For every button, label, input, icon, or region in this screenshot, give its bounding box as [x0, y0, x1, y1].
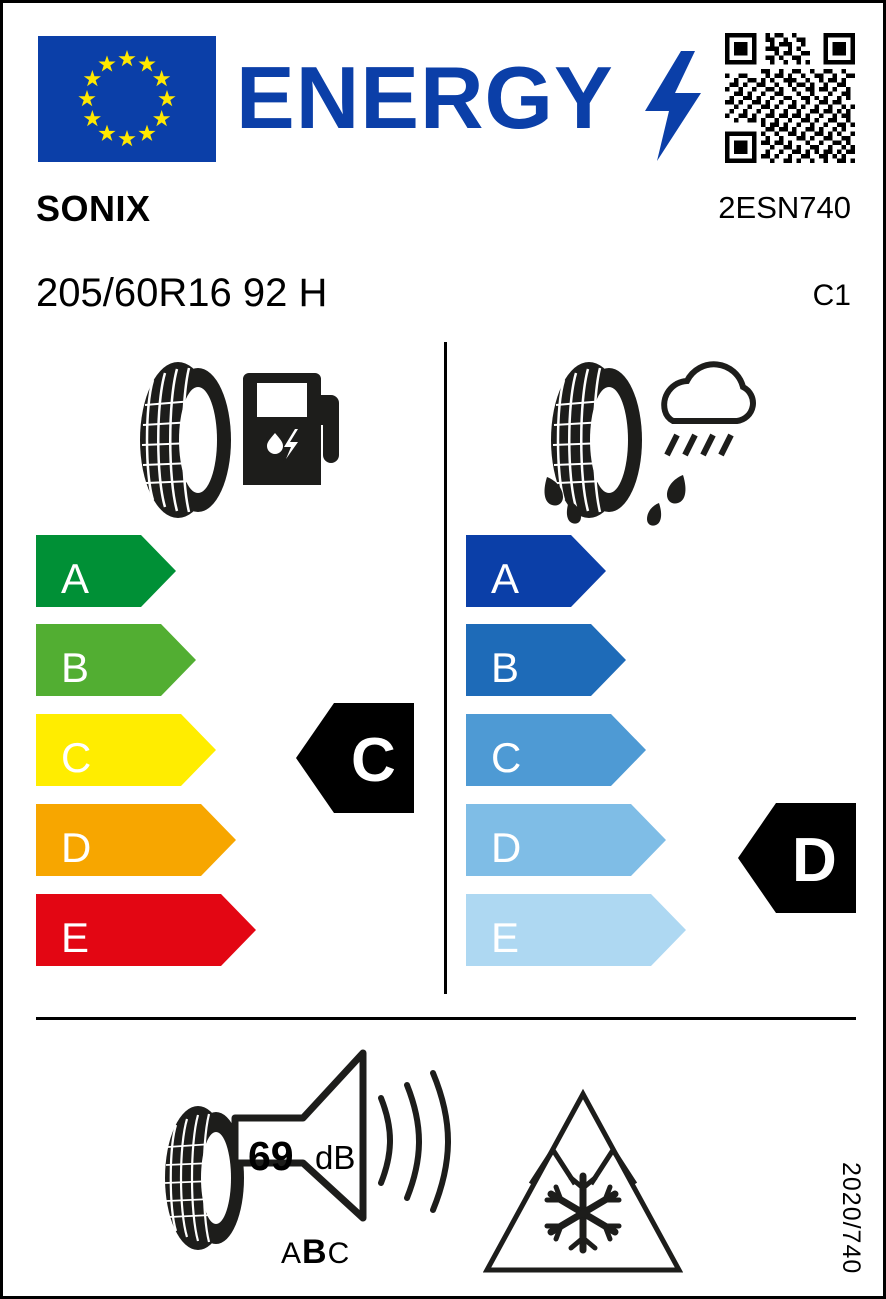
fuel-grade-c-letter: C [61, 734, 92, 781]
lightning-bolt-icon [643, 51, 703, 161]
grip-grade-a-letter: A [491, 555, 520, 602]
fuel-efficiency-selected-letter: C [351, 726, 396, 795]
noise-unit: dB [315, 1139, 356, 1176]
tyre-size: 205/60R16 92 H [36, 271, 328, 315]
size-row [3, 271, 886, 326]
noise-class-row [281, 1233, 350, 1272]
grip-grade-a [466, 535, 606, 607]
grip-grade-e-letter: E [491, 914, 520, 961]
grip-grade-c-letter: C [491, 734, 522, 781]
wet-grip-selected-letter: D [792, 826, 837, 895]
sound-waves-icon [381, 1073, 448, 1210]
grip-grade-d-letter: D [491, 824, 522, 871]
brand-row [3, 188, 886, 250]
fuel-grade-d-letter: D [61, 824, 92, 871]
grip-grade-b [466, 624, 626, 696]
rain-cloud-icon [664, 364, 753, 455]
fuel-grade-a-letter: A [61, 555, 90, 602]
noise-value: 69 [248, 1133, 294, 1179]
vertical-divider [444, 342, 447, 994]
fuel-efficiency-pictogram [123, 355, 343, 525]
fuel-grade-e-letter: E [61, 914, 90, 961]
regulation-date-code: 2020/740 [837, 1161, 865, 1274]
brand-name: SONIX [36, 188, 151, 229]
noise-class-c: C [327, 1237, 351, 1270]
noise-class-b-selected: B [302, 1233, 328, 1271]
fuel-grade-b [36, 624, 196, 696]
wet-grip-pictogram [531, 355, 756, 530]
fuel-grade-a [36, 535, 176, 607]
snow-grip-section [483, 1088, 683, 1278]
tyre-class: C1 [812, 279, 851, 312]
noise-section [163, 1043, 483, 1273]
grip-grade-b-letter: B [491, 644, 520, 691]
model-code: 2ESN740 [718, 190, 851, 225]
eu-flag [38, 36, 216, 162]
label-header [3, 3, 886, 178]
noise-class-a: A [281, 1237, 303, 1270]
tyre-icon [551, 362, 642, 518]
qr-code [725, 33, 855, 163]
energy-title: ENERGY [236, 48, 614, 147]
horizontal-divider [36, 1017, 856, 1020]
eu-flag-stars [38, 36, 216, 162]
tyre-icon [140, 362, 231, 518]
fuel-grade-b-letter: B [61, 644, 90, 691]
three-peak-mountain-snowflake-icon [483, 1088, 683, 1278]
